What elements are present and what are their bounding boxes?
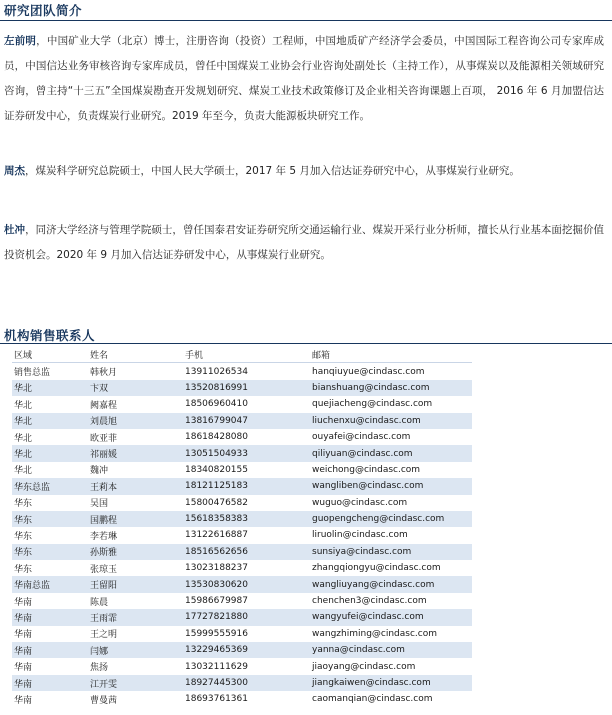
header-name: 姓名 — [88, 346, 183, 363]
table-row — [12, 462, 472, 478]
cell-phone: 18121125183 — [183, 478, 310, 494]
cell-phone: 15618358383 — [183, 511, 310, 527]
cell-email: caomanqian@cindasc.com — [312, 694, 433, 705]
cell-region: 华北 — [12, 380, 88, 396]
cell-region: 华东 — [14, 564, 33, 575]
contacts-table-body — [12, 363, 472, 708]
cell-phone: 18516562656 — [183, 544, 310, 560]
cell-phone: 18618428080 — [185, 432, 248, 443]
table-row — [12, 445, 472, 461]
cell-region: 华南 — [14, 663, 33, 674]
cell-name: 焦扬 — [90, 663, 109, 674]
cell-phone: 13122616887 — [185, 530, 248, 541]
cell-name: 王之明 — [90, 630, 118, 641]
cell-name: 阙嘉程 — [90, 400, 118, 411]
table-header-row — [12, 346, 472, 363]
cell-region: 华南 — [14, 630, 33, 641]
table-row — [12, 593, 472, 609]
cell-name: 欧亚菲 — [90, 433, 118, 444]
cell-phone: 15999555916 — [185, 628, 248, 639]
cell-email: wangliuyang@cindasc.com — [310, 576, 472, 592]
cell-phone: 13816799047 — [183, 413, 310, 429]
team-section-title: 研究团队简介 — [4, 3, 83, 18]
cell-name: 孙斯雅 — [88, 544, 183, 560]
table-row — [12, 576, 472, 592]
cell-name: 魏冲 — [90, 466, 109, 477]
cell-email: liruolin@cindasc.com — [312, 530, 408, 541]
cell-name: 陈晨 — [90, 597, 109, 608]
contacts-table — [12, 346, 472, 708]
cell-email: jiaoyang@cindasc.com — [312, 661, 416, 672]
contacts-section-title: 机构销售联系人 — [4, 328, 96, 343]
table-row — [12, 380, 472, 396]
table-row — [12, 658, 472, 674]
bio-text: ，中国矿业大学（北京）博士，注册咨询（投资）工程师，中国地质矿产经济学会委员，中国国际工程咨询公司专家库成员，中国信达业务审核咨询专家库成员，曾任中国煤炭工业协会行业咨询处副处长（主持工作），从事煤炭以及能源相关领域研究咨询，曾主持“十三五”全国煤炭勘查开发规划研究、煤炭工业技术政策修订及企业相关咨询课题上百项， 2016 年 6 月加盟信达证券研发中心，负责煤炭行业研究。2019 年至今，负责大能源板块研究工作。 — [4, 35, 604, 122]
cell-name: 吴国 — [90, 499, 109, 510]
cell-region: 华南 — [12, 642, 88, 658]
cell-region: 华南 — [12, 675, 88, 691]
header-email: 邮箱 — [310, 346, 472, 363]
cell-name: 王莉本 — [88, 478, 183, 494]
cell-email: weichong@cindasc.com — [312, 464, 421, 475]
cell-region: 华南 — [12, 609, 88, 625]
cell-phone: 13229465369 — [183, 642, 310, 658]
header-region: 区域 — [12, 346, 88, 363]
table-row — [12, 626, 472, 642]
cell-region: 华东总监 — [12, 478, 88, 494]
table-row — [12, 560, 472, 576]
contacts-section-divider — [0, 343, 612, 344]
cell-region: 华东 — [12, 544, 88, 560]
cell-name: 江开雯 — [88, 675, 183, 691]
cell-email: hanqiuyue@cindasc.com — [312, 366, 425, 377]
cell-region: 华东 — [14, 499, 33, 510]
cell-email: liuchenxu@cindasc.com — [310, 413, 472, 429]
cell-phone: 13530830620 — [183, 576, 310, 592]
cell-phone: 17727821880 — [183, 609, 310, 625]
cell-region: 华北 — [12, 445, 88, 461]
table-row — [12, 478, 472, 494]
cell-phone: 15800476582 — [185, 497, 248, 508]
cell-region: 华北 — [14, 400, 33, 411]
cell-email: chenchen3@cindasc.com — [312, 596, 427, 607]
bio-paragraph — [4, 218, 604, 268]
cell-email: qiliyuan@cindasc.com — [310, 445, 472, 461]
cell-name: 王留阳 — [88, 576, 183, 592]
bio-name: 左前明 — [4, 35, 37, 47]
cell-name: 闫娜 — [88, 642, 183, 658]
cell-phone: 18340820155 — [185, 464, 248, 475]
cell-region: 华东 — [12, 511, 88, 527]
cell-region: 销售总监 — [14, 368, 51, 379]
cell-phone: 13051504933 — [183, 445, 310, 461]
cell-phone: 13032111629 — [185, 661, 248, 672]
cell-email: wangzhiming@cindasc.com — [312, 628, 438, 639]
cell-email: sunsiya@cindasc.com — [310, 544, 472, 560]
cell-name: 刘晨旭 — [88, 413, 183, 429]
cell-name: 张琼玉 — [90, 564, 118, 575]
bio-name: 周杰 — [4, 165, 25, 177]
cell-phone: 13911026534 — [185, 366, 248, 377]
cell-name: 国鹏程 — [88, 511, 183, 527]
cell-name: 卞双 — [88, 380, 183, 396]
cell-region: 华北 — [14, 433, 33, 444]
cell-region: 华南 — [14, 597, 33, 608]
cell-region: 华北 — [12, 413, 88, 429]
bio-paragraph — [4, 29, 604, 129]
cell-region: 华东 — [14, 531, 33, 542]
table-row — [12, 527, 472, 543]
cell-email: guopengcheng@cindasc.com — [310, 511, 472, 527]
table-row — [12, 511, 472, 527]
cell-name: 曹曼茜 — [90, 695, 118, 706]
cell-email: quejiacheng@cindasc.com — [312, 399, 433, 410]
bio-paragraph — [4, 159, 604, 184]
cell-name: 李若琳 — [90, 531, 118, 542]
bio-text: ，煤炭科学研究总院硕士，中国人民大学硕士，2017 年 5 月加入信达证券研究中心，从事煤炭行业研究。 — [25, 165, 520, 177]
table-row — [12, 396, 472, 412]
cell-email: wuguo@cindasc.com — [312, 497, 408, 508]
table-row — [12, 609, 472, 625]
header-phone: 手机 — [183, 346, 310, 363]
bio-text: ，同济大学经济与管理学院硕士，曾任国泰君安证券研究所交通运输行业、煤炭开采行业分析师，擅长从行业基本面挖掘价值投资机会。2020 年 9 月加入信达证券研发中心，从事煤炭行业研究。 — [4, 224, 605, 261]
cell-region: 华北 — [14, 466, 33, 477]
cell-email: wangyufei@cindasc.com — [310, 609, 472, 625]
cell-phone: 18506960410 — [185, 399, 248, 410]
cell-email: jiangkaiwen@cindasc.com — [310, 675, 472, 691]
bio-name: 杜冲 — [4, 224, 26, 236]
table-row — [12, 363, 472, 380]
table-row — [12, 413, 472, 429]
cell-region: 华南总监 — [12, 576, 88, 592]
cell-name: 王雨霏 — [88, 609, 183, 625]
cell-phone: 15986679987 — [185, 596, 248, 607]
table-row — [12, 429, 472, 445]
cell-email: ouyafei@cindasc.com — [312, 432, 411, 443]
cell-name: 祁丽媛 — [88, 445, 183, 461]
team-section-divider — [0, 20, 612, 21]
cell-phone: 18927445300 — [183, 675, 310, 691]
cell-name: 韩秋月 — [90, 368, 118, 379]
cell-email: wangliben@cindasc.com — [310, 478, 472, 494]
cell-phone: 13520816991 — [183, 380, 310, 396]
table-row — [12, 691, 472, 707]
cell-email: zhangqiongyu@cindasc.com — [312, 563, 441, 574]
table-row — [12, 642, 472, 658]
cell-region: 华南 — [14, 695, 33, 706]
cell-phone: 18693761361 — [185, 694, 248, 705]
table-row — [12, 675, 472, 691]
table-row — [12, 495, 472, 511]
cell-phone: 13023188237 — [185, 563, 248, 574]
cell-email: yanna@cindasc.com — [310, 642, 472, 658]
table-row — [12, 544, 472, 560]
cell-email: bianshuang@cindasc.com — [310, 380, 472, 396]
